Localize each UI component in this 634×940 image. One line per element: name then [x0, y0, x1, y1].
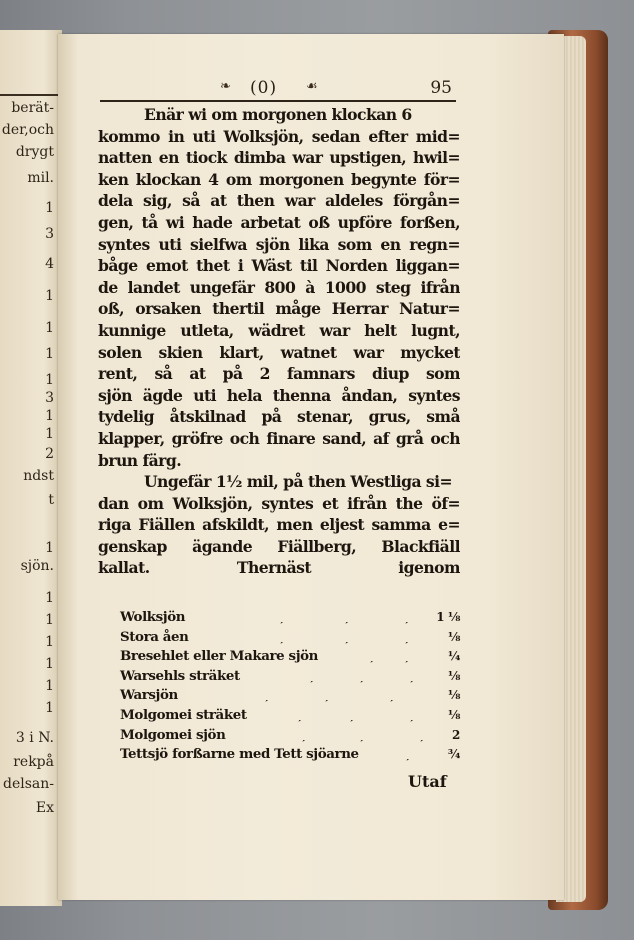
facing-page-fragment: 1 — [45, 426, 54, 442]
text-line: ken klockan 4 om morgonen begynte för= — [98, 169, 460, 189]
ornament-left-icon: ❧ — [220, 79, 231, 94]
table-row — [120, 608, 460, 628]
distance-value: ⅛ — [447, 629, 460, 644]
page-number: 95 — [430, 78, 452, 98]
distance-value: 2 — [452, 727, 460, 742]
leader-dot: ˏ — [410, 708, 414, 722]
facing-page-rule — [0, 94, 62, 96]
facing-page-fragment: mil. — [27, 170, 54, 186]
text-line: brun färg. — [98, 450, 182, 470]
text-line: dan om Wolksjön, syntes et ifrån the öf= — [98, 493, 460, 513]
leader-dot: ˏ — [345, 611, 349, 624]
facing-page-fragment: 1 — [45, 320, 54, 336]
facing-page-fragment: drygt — [15, 144, 54, 160]
text-line: kallat. Thernäst igenom — [98, 558, 460, 578]
leader-dot: ˏ — [360, 728, 364, 742]
facing-page-fragment: 1 — [45, 200, 54, 216]
table-row — [120, 726, 460, 746]
place-name: Molgomei sträket — [120, 706, 247, 723]
table-row — [120, 628, 460, 648]
text-line: kunnige utleta, wädret war helt lugnt, — [98, 320, 460, 340]
text-line: natten en tiock dimba war upstigen, hwil= — [98, 148, 460, 168]
facing-page-fragment: 3 — [45, 226, 54, 242]
table-row — [120, 667, 460, 687]
place-name: Warsjön — [120, 687, 178, 704]
leader-dot: ˏ — [280, 611, 284, 624]
facing-page-fragment: der,och — [1, 122, 54, 138]
facing-page-fragment: 1 — [45, 346, 54, 362]
leader-dot: ˏ — [420, 728, 424, 742]
leader-dot: ˏ — [360, 669, 364, 683]
facing-page-fragment: 4 — [45, 256, 54, 272]
leader-dot: ˏ — [325, 689, 329, 703]
text-line: dela sig, så at then war aldeles förgån= — [98, 191, 460, 211]
distance-value: ⅛ — [447, 688, 460, 703]
place-name: Tettsjö forßarne med Tett sjöarne — [120, 746, 359, 763]
text-line: syntes uti sielfwa sjön lika som en regn= — [98, 234, 460, 254]
place-name: Molgomei sjön — [120, 726, 226, 743]
facing-page-fragment: 1 — [45, 700, 54, 716]
place-name: Wolksjön — [120, 609, 186, 625]
place-name: Stora åen — [120, 628, 189, 645]
leader-dot: ˏ — [350, 708, 354, 722]
leader-dot: ˏ — [390, 689, 394, 703]
facing-page-fragment: 1 — [45, 678, 54, 694]
distance-value: ⅛ — [447, 707, 460, 722]
text-line: de landet ungefär 800 à 1000 steg ifrån — [98, 277, 460, 297]
text-line: riga Fiällen afskildt, men eljest samma e= — [98, 515, 460, 535]
folio-mark: (0) — [250, 78, 278, 98]
text-line: Ungefär 1½ mil, på then Westliga si= — [144, 472, 453, 492]
distance-table — [120, 608, 460, 765]
header-rule — [100, 100, 456, 102]
facing-page-fragment: delsan- — [2, 776, 54, 792]
distance-value: ¼ — [447, 649, 460, 664]
facing-page-fragment: 3 i N. — [15, 730, 54, 746]
text-line: genskap ägande Fiällberg, Blackfiäll — [98, 536, 460, 556]
facing-page-fragment: 1 — [45, 634, 54, 650]
facing-page-fragment: rekpå — [13, 754, 54, 770]
facing-page-fragment: Ex — [35, 800, 54, 816]
text-line: båge emot thet i Wäst til Norden liggan= — [98, 256, 460, 276]
place-name: Bresehlet eller Makare sjön — [120, 648, 319, 665]
text-line: kommo in uti Wolksjön, sedan efter mid= — [98, 126, 460, 146]
catchword: Utaf — [408, 772, 447, 791]
body-text — [98, 104, 460, 579]
facing-page-fragment: 1 — [45, 612, 54, 628]
leader-dot: ˏ — [265, 689, 269, 703]
facing-page-fragment: berät- — [11, 100, 54, 116]
facing-page-fragment: 1 — [45, 408, 54, 424]
facing-page-fragment: 1 — [45, 656, 54, 672]
distance-value: 1 ⅛ — [436, 610, 460, 624]
table-row — [120, 706, 460, 726]
table-row — [120, 686, 460, 706]
leader-dot: ˏ — [370, 650, 374, 664]
leader-dot: ˏ — [405, 611, 409, 624]
table-row — [120, 745, 460, 765]
distance-value: ¾ — [447, 747, 460, 762]
leader-dot: ˏ — [410, 669, 414, 683]
text-line: gen, tå wi hade arbetat oß upföre forßen, — [98, 212, 460, 232]
leader-dot: ˏ — [345, 630, 349, 644]
text-line: oß, orsaken thertil måge Herrar Natur= — [98, 299, 460, 319]
facing-page-fragment: 3 — [45, 390, 54, 406]
facing-page-fragment: 2 — [45, 446, 54, 462]
facing-page-fragment: 1 — [45, 590, 54, 606]
leader-dot: ˏ — [406, 748, 410, 762]
text-line: solen skien klart, watnet war mycket — [98, 342, 460, 362]
leader-dot: ˏ — [298, 708, 302, 722]
facing-page-fragment: ndst — [23, 468, 54, 484]
facing-page-left — [0, 30, 62, 906]
facing-page-fragment: 1 — [45, 540, 54, 556]
table-row — [120, 647, 460, 667]
leader-dot: ˏ — [405, 630, 409, 644]
place-name: Warsehls sträket — [120, 667, 240, 684]
facing-page-fragment: 1 — [45, 288, 54, 304]
facing-page-fragment: sjön. — [20, 558, 54, 574]
leader-dot: ˏ — [280, 630, 284, 644]
running-header — [100, 76, 456, 100]
text-line: sjön ägde uti hela thenna åndan, syntes — [98, 385, 460, 405]
ornament-right-icon: ☙ — [306, 79, 318, 94]
facing-page-fragment: 1 — [45, 372, 54, 388]
text-line: Enär wi om morgonen klockan 6 — [144, 105, 412, 124]
text-line: klapper, gröfre och finare sand, af grå och — [98, 428, 460, 448]
text-line: rent, så at på 2 famnars diup som — [98, 364, 460, 384]
text-line: tydelig åtskilnad på stenar, grus, små — [98, 407, 460, 427]
leader-dot: ˏ — [310, 669, 314, 683]
leader-dot: ˏ — [302, 728, 306, 742]
leader-dot: ˏ — [405, 650, 409, 664]
distance-value: ⅛ — [447, 668, 460, 683]
facing-page-fragment: t — [48, 492, 54, 508]
